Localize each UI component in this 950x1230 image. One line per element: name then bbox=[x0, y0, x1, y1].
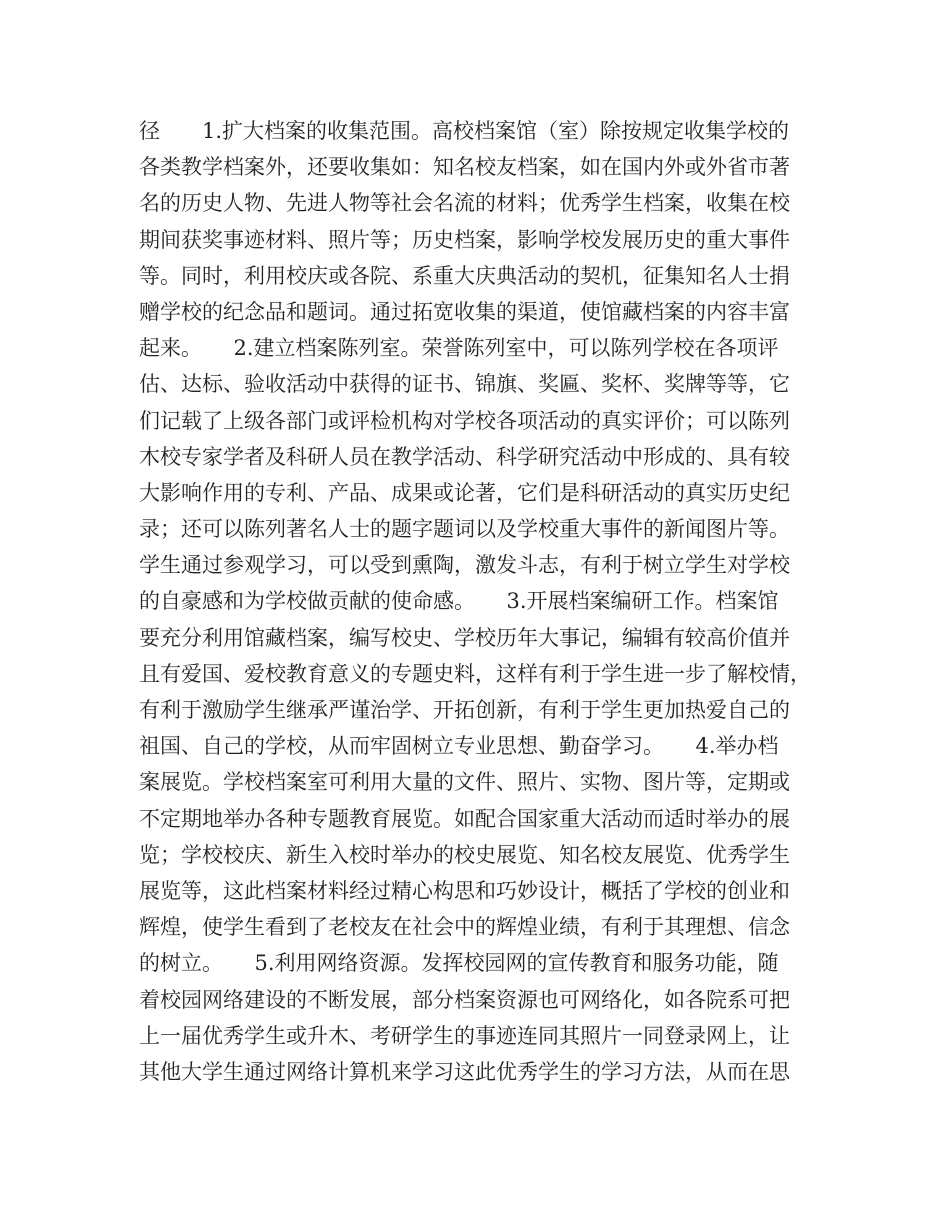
text-line-18: 祖国、自己的学校，从而牢固树立专业思想、勤奋学习。 4.举办档 bbox=[139, 734, 779, 759]
text-line-17: 有利于激励学生继承严谨治学、开拓创新，有利于学生更加热爱自己的 bbox=[139, 698, 790, 722]
text-line-7: 起来。 2.建立档案陈列室。荣誉陈列室中，可以陈列学校在各项评 bbox=[139, 336, 779, 361]
text-line-15: 要充分利用馆藏档案，编写校史、学校历年大事记，编辑有较高价值并 bbox=[139, 625, 790, 650]
text-line-24: 的树立。 5.利用网络资源。发挥校园网的宣传教育和服务功能，随 bbox=[139, 951, 779, 976]
text-line-12: 录；还可以陈列著名人士的题字题词以及学校重大事件的新闻图片等。 bbox=[139, 517, 790, 542]
text-line-1: 径 1.扩大档案的收集范围。高校档案馆（室）除按规定收集学校的 bbox=[139, 119, 790, 143]
text-line-26: 上一届优秀学生或升木、考研学生的事迹连同其照片一同登录网上，让 bbox=[139, 1023, 790, 1048]
text-line-11: 大影响作用的专利、产品、成果或论著，它们是科研活动的真实历史纪 bbox=[139, 480, 790, 505]
text-line-22: 展览等，这此档案材料经过精心构思和巧妙设计，概括了学校的创业和 bbox=[139, 878, 790, 903]
text-line-16: 且有爱国、爱校教育意义的专题史料，这样有利于学生进一步了解校情， bbox=[139, 661, 811, 686]
text-line-13: 学生通过参观学习，可以受到熏陶，激发斗志，有利于树立学生对学校 bbox=[139, 553, 790, 578]
text-line-8: 估、达标、验收活动中获得的证书、锦旗、奖匾、奖杯、奖牌等等，它 bbox=[139, 372, 790, 397]
text-line-2: 各类教学档案外，还要收集如：知名校友档案，如在国内外或外省市著 bbox=[139, 155, 790, 180]
text-line-27: 其他大学生通过网络计算机来学习这此优秀学生的学习方法，从而在思 bbox=[139, 1059, 790, 1084]
text-line-20: 不定期地举办各种专题教育展览。如配合国家重大活动而适时举办的展 bbox=[139, 806, 790, 831]
text-line-25: 着校园网络建设的不断发展，部分档案资源也可网络化，如各院系可把 bbox=[139, 987, 790, 1012]
text-line-6: 赠学校的纪念品和题词。通过拓宽收集的渠道，使馆藏档案的内容丰富 bbox=[139, 299, 790, 324]
body-text bbox=[139, 113, 829, 1090]
text-line-5: 等。同时，利用校庆或各院、系重大庆典活动的契机，征集知名人士捐 bbox=[139, 263, 790, 288]
text-line-3: 名的历史人物、先进人物等社会名流的材料；优秀学生档案，收集在校 bbox=[139, 191, 790, 216]
text-line-4: 期间获奖事迹材料、照片等；历史档案，影响学校发展历史的重大事件 bbox=[139, 227, 790, 252]
text-line-19: 案展览。学校档案室可利用大量的文件、照片、实物、图片等，定期或 bbox=[139, 770, 790, 795]
text-line-9: 们记载了上级各部门或评检机构对学校各项活动的真实评价；可以陈列 bbox=[139, 408, 790, 433]
text-line-23: 辉煌，使学生看到了老校友在社会中的辉煌业绩，有利于其理想、信念 bbox=[139, 915, 790, 940]
text-line-21: 览；学校校庆、新生入校时举办的校史展览、知名校友展览、优秀学生 bbox=[139, 842, 790, 867]
text-line-14: 的自豪感和为学校做贡献的使命感。 3.开展档案编研工作。档案馆 bbox=[139, 589, 779, 614]
text-line-10: 木校专家学者及科研人员在教学活动、科学研究活动中形成的、具有较 bbox=[139, 444, 790, 469]
